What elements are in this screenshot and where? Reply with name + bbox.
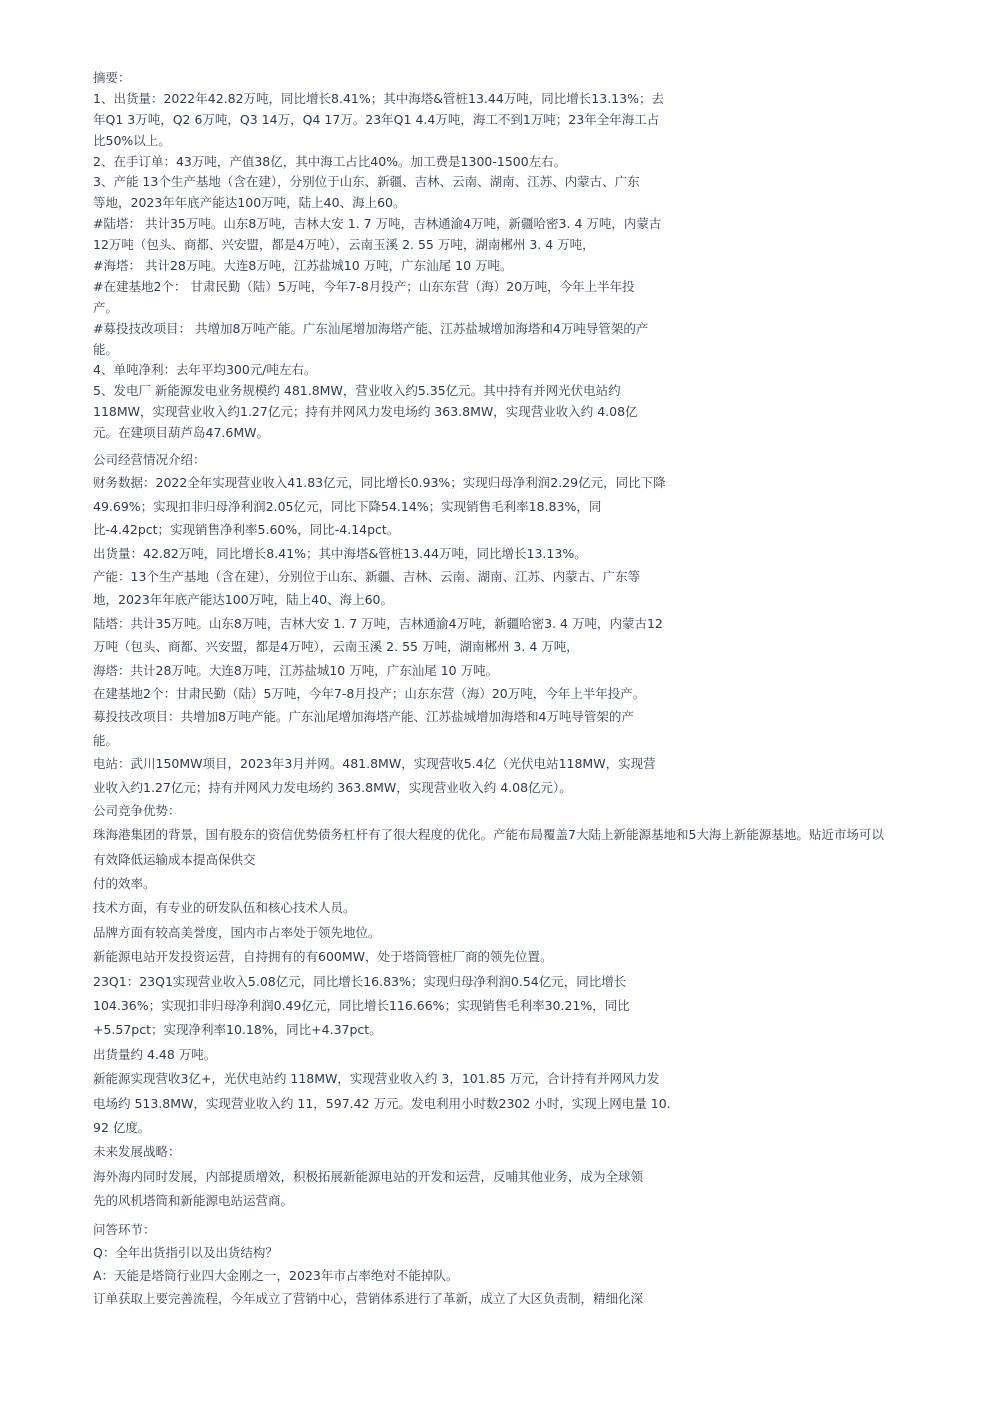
qa-line: A：天能是塔筒行业四大金刚之一，2023年市占率绝对不能掉队。 [93,1267,459,1283]
business-line: 公司经营情况介绍： [93,452,206,468]
advantage-section [93,799,953,1214]
advantage-line: 未来发展战略： [93,1144,181,1160]
business-line: 产能：13个生产基地（含在建），分别位于山东、新疆、吉林、云南、湖南、江苏、内蒙古、广东等 [93,568,641,584]
advantage-line: 海外海内同时发展，内部提质增效，积极拓展新能源电站的开发和运营，反哺其他业务，成为全球领 [93,1168,644,1184]
business-line: 能。 [93,732,119,748]
summary-line: 元。在建项目葫芦岛47.6MW。 [93,425,269,441]
summary-line: 1、出货量：2022年42.82万吨，同比增长8.41%；其中海塔&管桩13.44万吨，同比增长13.13%；去 [93,90,664,106]
qa-line: 订单获取上要完善流程，今年成立了营销中心，营销体系进行了革新，成立了大区负责制，精细化深 [93,1291,644,1307]
advantage-line: 品牌方面有较高美誉度，国内市占率处于领先地位。 [93,924,381,940]
summary-line: 118MW，实现营业收入约1.27亿元；持有并网风力发电场约 363.8MW，实现营业收入约 4.08亿 [93,404,638,420]
business-line: 陆塔：共计35万吨。山东8万吨，吉林大安 1. 7 万吨，吉林通渝4万吨，新疆哈密3. 4 万吨，内蒙古12 [93,615,663,631]
qa-line: 问答环节： [93,1221,156,1237]
summary-line: 12万吨（包头、商都、兴安盟，都是4万吨），云南玉溪 2. 55 万吨，湖南郴州 3. 4 万吨， [93,237,595,253]
summary-line: 3、产能 13个生产基地（含在建），分别位于山东、新疆、吉林、云南、湖南、江苏、内蒙古、广东 [93,174,640,190]
business-line: 万吨（包头、商都、兴安盟，都是4万吨），云南玉溪 2. 55 万吨，湖南郴州 3. 4 万吨， [93,639,579,655]
summary-line: #海塔： 共计28万吨。大连8万吨，江苏盐城10 万吨，广东汕尾 10 万吨。 [93,258,513,274]
advantage-line: 92 亿度。 [93,1119,151,1135]
advantage-line: 技术方面，有专业的研发队伍和核心技术人员。 [93,900,356,916]
advantage-line: 新能源实现营收3亿+，光伏电站约 118MW，实现营业收入约 3，101.85 万元，合计持有并网风力发 [93,1071,660,1087]
advantage-line: +5.57pct；实现净利率10.18%，同比+4.37pct。 [93,1022,382,1038]
advantage-line: 新能源电站开发投资运营，自持拥有的有600MW，处于塔筒管桩厂商的领先位置。 [93,949,553,965]
business-line: 海塔：共计28万吨。大连8万吨，江苏盐城10 万吨，广东汕尾 10 万吨。 [93,662,499,678]
qa-line: Q：全年出货指引以及出货结构？ [93,1244,278,1260]
advantage-line: 23Q1：23Q1实现营业收入5.08亿元，同比增长16.83%；实现归母净利润0.54亿元，同比增长 [93,973,627,989]
business-section [93,448,953,799]
business-line: 在建基地2个：甘肃民勤（陆）5万吨，今年7-8月投产；山东东营（海）20万吨，今年上半年投产。 [93,685,646,701]
summary-line: 摘要： [93,70,131,85]
business-line: 出货量：42.82万吨，同比增长8.41%；其中海塔&管桩13.44万吨，同比增长13.13%。 [93,545,587,561]
summary-line: #募投技改项目： 共增加8万吨产能。广东汕尾增加海塔产能、江苏盐城增加海塔和4万吨导管架的产 [93,320,649,336]
business-line: 财务数据：2022全年实现营业收入41.83亿元，同比增长0.93%；实现归母净利润2.29亿元，同比下降 [93,475,666,491]
summary-line: #陆塔： 共计35万吨。山东8万吨，吉林大安 1. 7 万吨，吉林通渝4万吨，新疆哈密3. 4 万吨，内蒙古 [93,216,662,232]
business-line: 电站：武川150MW项目，2023年3月并网。481.8MW，实现营收5.4亿（光伏电站118MW，实现营 [93,756,656,772]
advantage-line: 104.36%；实现扣非归母净利润0.49亿元，同比增长116.66%；实现销售毛利率30.21%，同比 [93,998,630,1014]
business-line: 49.69%；实现扣非归母净利润2.05亿元，同比下降54.14%；实现销售毛利率18.83%，同 [93,498,602,514]
advantage-line: 有效降低运输成本提高保供交 [93,851,256,867]
business-line: 业收入约1.27亿元；持有并网风力发电场约 363.8MW，实现营业收入约 4.08亿元）。 [93,779,572,795]
document-page [93,68,953,1310]
summary-line: 比50%以上。 [93,132,171,148]
advantage-line: 珠海港集团的背景，国有股东的资信优势债务杠杆有了很大程度的优化。产能布局覆盖7大陆上新能源基地和5大海上新能源基地。贴近市场可以 [93,827,884,843]
qa-section [93,1218,953,1311]
summary-line: 年Q1 3万吨，Q2 6万吨，Q3 14万，Q4 17万。23年Q1 4.4万吨，海工不到1万吨；23年全年海工占 [93,111,660,127]
summary-line: 产。 [93,299,119,315]
advantage-line: 公司竞争优势： [93,802,181,818]
business-line: 地，2023年年底产能达100万吨，陆上40、海上60。 [93,592,393,608]
summary-line: #在建基地2个： 甘肃民勤（陆）5万吨，今年7-8月投产；山东东营（海）20万吨，今年上半年投 [93,278,635,294]
business-line: 募投技改项目：共增加8万吨产能。广东汕尾增加海塔产能、江苏盐城增加海塔和4万吨导管架的产 [93,709,634,725]
advantage-line: 先的风机塔筒和新能源电站运营商。 [93,1193,294,1209]
summary-line: 能。 [93,341,119,357]
summary-line: 4、单吨净利：去年平均300元/吨左右。 [93,362,317,378]
summary-line: 等地，2023年年底产能达100万吨，陆上40、海上60。 [93,195,406,211]
summary-line: 2、在手订单：43万吨，产值38亿，其中海工占比40%。加工费是1300-1500左右。 [93,153,567,169]
advantage-line: 付的效率。 [93,876,156,892]
summary-line: 5、发电厂 新能源发电业务规模约 481.8MW，营业收入约5.35亿元。其中持有并网光伏电站约 [93,383,621,399]
summary-section [93,68,953,444]
business-line: 比-4.42pct；实现销售净利率5.60%，同比-4.14pct。 [93,522,400,538]
advantage-line: 出货量约 4.48 万吨。 [93,1046,217,1062]
advantage-line: 电场约 513.8MW，实现营业收入约 11，597.42 万元。发电利用小时数2302 小时，实现上网电量 10. [93,1095,671,1111]
